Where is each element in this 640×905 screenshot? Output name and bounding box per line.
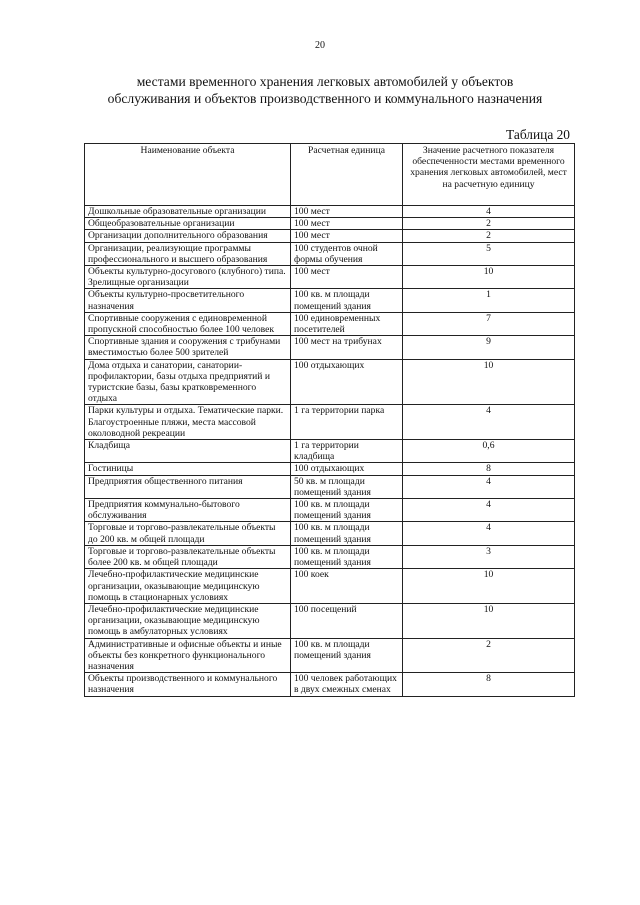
cell-value: 2 [403,638,575,673]
cell-unit: 100 отдыхающих [291,359,403,405]
cell-object-name: Лечебно-профилактические медицинские организации, оказывающие медицинскую помощь в стационарных условиях [85,569,291,604]
cell-value: 0,6 [403,440,575,463]
table-row [85,405,575,440]
heading-line-1: местами временного хранения легковых автомобилей у объектов [136,74,514,89]
cell-object-name: Кладбища [85,440,291,463]
cell-value: 9 [403,336,575,359]
cell-value: 4 [403,206,575,218]
table-header-row [85,144,575,206]
parking-norms-table [84,143,575,697]
cell-object-name: Общеобразовательные организации [85,218,291,230]
table-row [85,603,575,638]
cell-unit: 100 кв. м площади помещений здания [291,638,403,673]
cell-object-name: Организации, реализующие программы профессионального и высшего образования [85,242,291,265]
cell-value: 8 [403,673,575,696]
cell-object-name: Дошкольные образовательные организации [85,206,291,218]
table-row [85,312,575,335]
table-row [85,218,575,230]
cell-value: 4 [403,405,575,440]
cell-object-name: Парки культуры и отдыха. Тематические парки. Благоустроенные пляжи, места массовой околоводной рекреации [85,405,291,440]
table-row [85,440,575,463]
cell-object-name: Объекты культурно-досугового (клубного) типа. Зрелищные организации [85,266,291,289]
cell-object-name: Спортивные здания и сооружения с трибунами вместимостью более 500 зрителей [85,336,291,359]
table-row [85,545,575,568]
cell-unit: 100 студентов очной формы обучения [291,242,403,265]
table-label: Таблица 20 [506,127,570,142]
cell-unit: 100 отдыхающих [291,463,403,475]
cell-object-name: Спортивные сооружения с единовременной пропускной способностью более 100 человек [85,312,291,335]
cell-object-name: Объекты производственного и коммунального назначения [85,673,291,696]
table-row [85,206,575,218]
cell-value: 1 [403,289,575,312]
cell-unit: 100 мест [291,230,403,242]
cell-unit: 100 кв. м площади помещений здания [291,522,403,545]
heading-line-2: обслуживания и объектов производственного и коммунального назначения [107,91,543,106]
cell-unit: 100 мест [291,266,403,289]
cell-value: 10 [403,266,575,289]
cell-value: 10 [403,603,575,638]
cell-unit: 100 посещений [291,603,403,638]
cell-value: 2 [403,218,575,230]
cell-object-name: Дома отдыха и санатории, санатории-профилактории, базы отдыха предприятий и туристские базы, базы кратковременного отдыха [85,359,291,405]
table-row [85,359,575,405]
cell-value: 4 [403,475,575,498]
table-row [85,266,575,289]
cell-unit: 100 кв. м площади помещений здания [291,289,403,312]
cell-value: 4 [403,522,575,545]
cell-unit: 100 единовременных посетителей [291,312,403,335]
section-heading [60,73,590,107]
table-row [85,499,575,522]
table-row [85,289,575,312]
cell-object-name: Объекты культурно-просветительного назначения [85,289,291,312]
cell-unit: 100 мест [291,218,403,230]
cell-object-name: Организации дополнительного образования [85,230,291,242]
cell-unit: 1 га территории кладбища [291,440,403,463]
cell-value: 7 [403,312,575,335]
cell-object-name: Предприятия общественного питания [85,475,291,498]
table-row [85,522,575,545]
cell-object-name: Предприятия коммунально-бытового обслуживания [85,499,291,522]
cell-unit: 100 человек работающих в двух смежных сменах [291,673,403,696]
cell-value: 10 [403,359,575,405]
table-row [85,673,575,696]
cell-object-name: Торговые и торгово-развлекательные объекты более 200 кв. м общей площади [85,545,291,568]
cell-object-name: Гостиницы [85,463,291,475]
cell-unit: 100 мест на трибунах [291,336,403,359]
cell-unit: 100 кв. м площади помещений здания [291,545,403,568]
cell-unit: 1 га территории парка [291,405,403,440]
table-row [85,475,575,498]
cell-unit: 100 кв. м площади помещений здания [291,499,403,522]
table-row [85,569,575,604]
header-value: Значение расчетного показателя обеспеченности местами временного хранения легковых автомобилей, мест на расчетную единицу [403,144,575,206]
cell-unit: 100 коек [291,569,403,604]
cell-unit: 50 кв. м площади помещений здания [291,475,403,498]
cell-object-name: Торговые и торгово-развлекательные объекты до 200 кв. м общей площади [85,522,291,545]
page-number: 20 [315,40,325,51]
table-row [85,230,575,242]
cell-value: 10 [403,569,575,604]
header-unit: Расчетная единица [291,144,403,206]
table-row [85,638,575,673]
cell-value: 3 [403,545,575,568]
cell-unit: 100 мест [291,206,403,218]
cell-object-name: Лечебно-профилактические медицинские организации, оказывающие медицинскую помощь в амбулаторных условиях [85,603,291,638]
header-object-name: Наименование объекта [85,144,291,206]
table-row [85,463,575,475]
cell-value: 2 [403,230,575,242]
cell-value: 5 [403,242,575,265]
table-row [85,336,575,359]
cell-value: 4 [403,499,575,522]
cell-value: 8 [403,463,575,475]
cell-object-name: Административные и офисные объекты и иные объекты без конкретного функционального назначения [85,638,291,673]
table-body [85,206,575,697]
table-row [85,242,575,265]
